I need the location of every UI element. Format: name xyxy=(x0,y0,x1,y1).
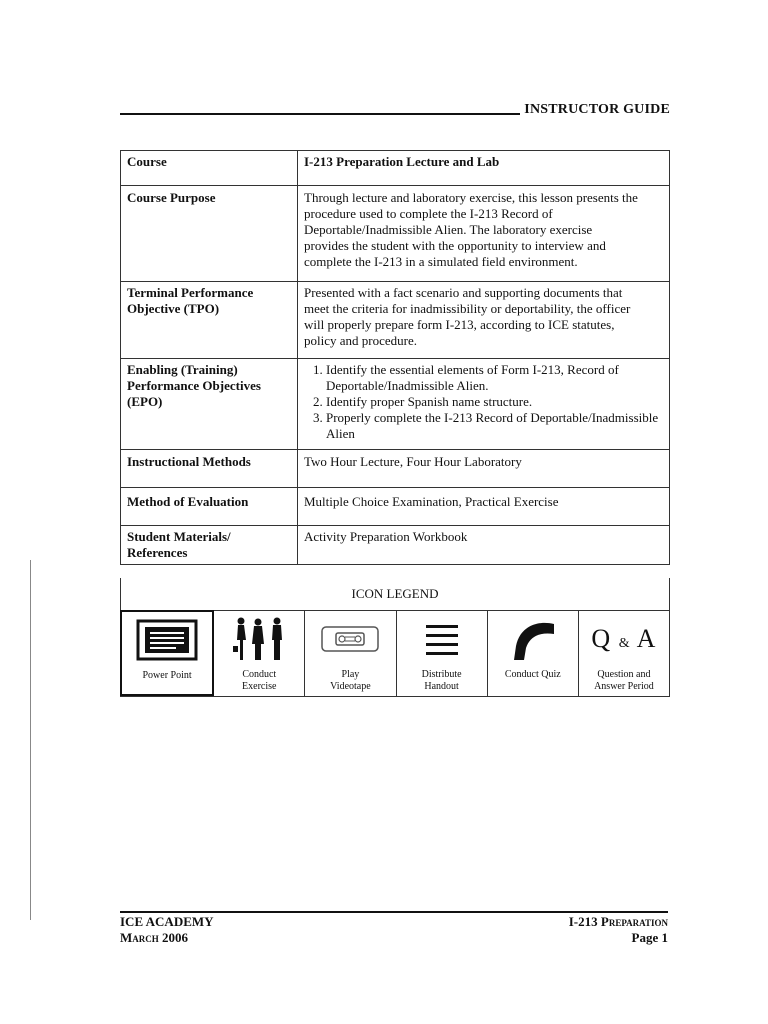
epo-row xyxy=(121,359,670,450)
epo-label xyxy=(121,359,298,450)
legend-label xyxy=(122,670,212,682)
legend-item-power-point xyxy=(120,610,214,696)
epo-list-item: 2. Identify proper Spanish name structure. xyxy=(326,394,663,410)
legend-label-line: Exercise xyxy=(242,681,277,692)
instructional-methods-label: Instructional Methods xyxy=(121,450,298,488)
tpo-line: will properly prepare form I-213, according to ICE statutes, xyxy=(304,317,615,332)
evaluation-label: Method of Evaluation xyxy=(121,488,298,526)
course-purpose-value xyxy=(298,186,670,282)
conduct-exercise-icon xyxy=(214,615,304,663)
course-purpose-line: complete the I-213 in a simulated field environment. xyxy=(304,254,578,269)
legend-label xyxy=(214,669,304,693)
tpo-row xyxy=(121,282,670,359)
legend-label-line: Conduct xyxy=(242,669,277,680)
instructional-methods-value: Two Hour Lecture, Four Hour Laboratory xyxy=(298,450,670,488)
course-purpose-line: Through lecture and laboratory exercise, this lesson presents the xyxy=(304,190,638,205)
legend-item-conduct-quiz xyxy=(488,611,579,696)
q-and-a-mark xyxy=(591,624,656,654)
legend-item-play-videotape xyxy=(305,611,396,696)
tpo-label xyxy=(121,282,298,359)
instructional-methods-row xyxy=(121,450,670,488)
power-point-icon xyxy=(122,616,212,664)
header-rule xyxy=(120,113,520,115)
footer-course: I-213 Preparation xyxy=(568,914,668,929)
tpo-value xyxy=(298,282,670,359)
tpo-label-line: Terminal Performance xyxy=(127,285,254,300)
legend-label-line: Distribute xyxy=(421,669,462,680)
epo-list-item: 1. Identify the essential elements of Form I-213, Record of Deportable/Inadmissible Alien. xyxy=(326,362,663,394)
tpo-line: Presented with a fact scenario and supporting documents that xyxy=(304,285,623,300)
legend-label-line: Power Point xyxy=(142,670,192,681)
quiz-icon xyxy=(488,615,578,663)
course-purpose-line: procedure used to complete the I-213 Record of xyxy=(304,206,553,221)
scan-margin-line xyxy=(30,560,31,920)
epo-list xyxy=(304,362,663,442)
legend-label-line: Question and xyxy=(597,669,651,680)
legend-label xyxy=(305,669,395,693)
footer-rule xyxy=(120,911,668,913)
course-row xyxy=(121,151,670,186)
epo-label-line: Performance Objectives xyxy=(127,378,261,393)
epo-label-line: Enabling (Training) xyxy=(127,362,238,377)
q-and-a-icon xyxy=(579,615,669,663)
icon-legend-row xyxy=(121,610,669,696)
course-value: I-213 Preparation Lecture and Lab xyxy=(298,151,670,186)
legend-label xyxy=(488,669,578,681)
epo-value xyxy=(298,359,670,450)
evaluation-value: Multiple Choice Examination, Practical Exercise xyxy=(298,488,670,526)
student-materials-label-line: Student Materials/ xyxy=(127,529,231,544)
page-header-title: INSTRUCTOR GUIDE xyxy=(524,102,670,117)
legend-label xyxy=(397,669,487,693)
legend-item-distribute-handout xyxy=(397,611,488,696)
legend-label-line: Answer Period xyxy=(594,681,654,692)
tpo-line: policy and procedure. xyxy=(304,333,417,348)
legend-item-conduct-exercise xyxy=(214,611,305,696)
student-materials-row xyxy=(121,526,670,565)
videotape-icon xyxy=(305,615,395,663)
course-purpose-row xyxy=(121,186,670,282)
icon-legend xyxy=(120,578,670,697)
footer-left xyxy=(120,914,214,946)
a-letter: A xyxy=(636,624,657,653)
evaluation-row xyxy=(121,488,670,526)
course-info-table xyxy=(120,150,670,565)
student-materials-label-line: References xyxy=(127,545,188,560)
q-letter: Q xyxy=(591,624,612,653)
student-materials-label xyxy=(121,526,298,565)
course-label: Course xyxy=(121,151,298,186)
footer-right xyxy=(569,914,668,946)
legend-label-line: Videotape xyxy=(330,681,371,692)
legend-label-line: Handout xyxy=(424,681,459,692)
legend-label-line: Play xyxy=(341,669,360,680)
legend-label-line: Conduct Quiz xyxy=(504,669,561,680)
epo-label-line: (EPO) xyxy=(127,394,163,409)
page-number: Page 1 xyxy=(631,930,668,945)
footer-academy: ICE ACADEMY xyxy=(120,914,214,929)
course-purpose-label: Course Purpose xyxy=(121,186,298,282)
ampersand: & xyxy=(618,636,631,651)
footer-date: March 2006 xyxy=(120,930,189,945)
icon-legend-title: ICON LEGEND xyxy=(351,586,439,601)
student-materials-value: Activity Preparation Workbook xyxy=(298,526,670,565)
legend-label xyxy=(579,669,669,693)
course-purpose-line: Deportable/Inadmissible Alien. The laboratory exercise xyxy=(304,222,593,237)
handout-icon xyxy=(397,615,487,663)
tpo-label-line: Objective (TPO) xyxy=(127,301,220,316)
tpo-line: meet the criteria for inadmissibility or deportability, the officer xyxy=(304,301,631,316)
course-purpose-line: provides the student with the opportunity to interview and xyxy=(304,238,606,253)
epo-list-item: 3. Properly complete the I-213 Record of Deportable/Inadmissible Alien xyxy=(326,410,663,442)
legend-item-question-and-answer xyxy=(579,611,669,696)
